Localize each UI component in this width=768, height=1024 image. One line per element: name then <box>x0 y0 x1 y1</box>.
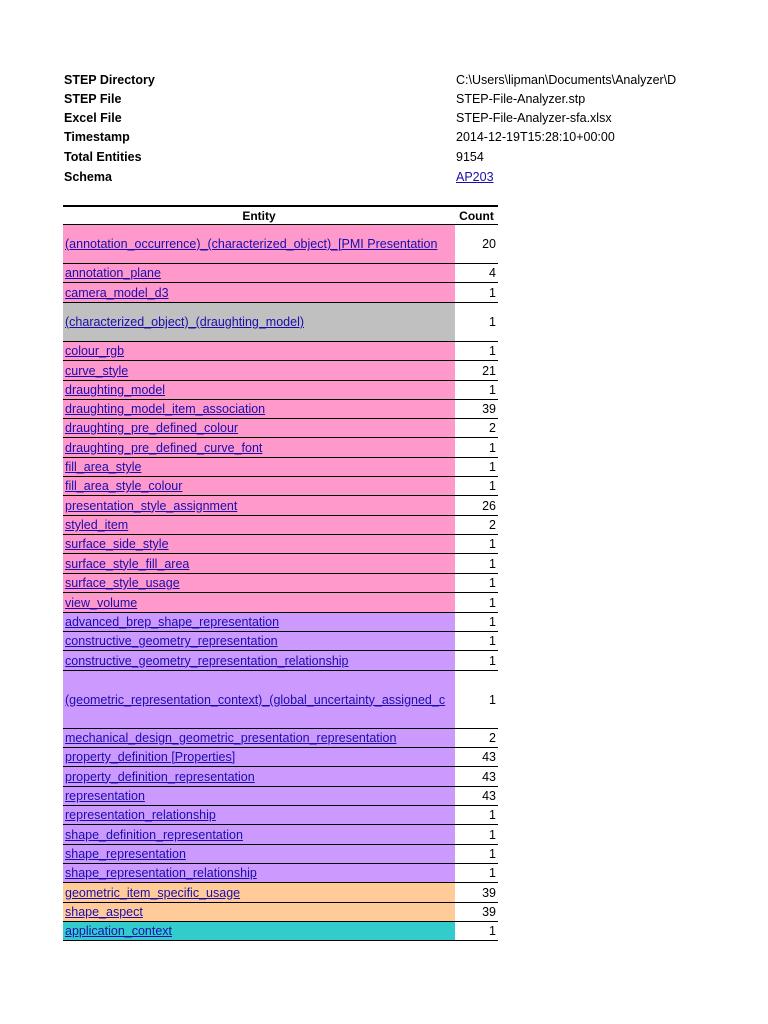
count-cell: 43 <box>455 767 498 786</box>
count-cell: 43 <box>455 787 498 805</box>
count-cell: 1 <box>455 651 498 670</box>
entity-cell <box>63 303 455 341</box>
entity-cell <box>63 651 455 670</box>
entity-cell <box>63 516 455 534</box>
info-row-step-directory <box>64 70 768 90</box>
count-cell: 1 <box>455 613 498 631</box>
table-row[interactable] <box>63 651 498 671</box>
entity-cell <box>63 845 455 863</box>
count-cell: 1 <box>455 632 498 650</box>
entity-link[interactable]: camera_model_d3 <box>65 285 169 300</box>
count-cell: 26 <box>455 496 498 515</box>
entity-cell <box>63 883 455 902</box>
entity-cell <box>63 225 455 263</box>
count-cell: 1 <box>455 825 498 844</box>
entity-link[interactable]: representation <box>65 789 145 803</box>
count-cell: 39 <box>455 903 498 921</box>
table-row[interactable] <box>63 574 498 593</box>
entity-cell <box>63 632 455 650</box>
entity-cell <box>63 806 455 824</box>
entity-link[interactable]: colour_rgb <box>65 344 125 358</box>
entity-link[interactable]: annotation_plane <box>65 266 161 280</box>
info-label: Total Entities <box>64 150 142 164</box>
entity-link[interactable]: surface_style_fill_area <box>65 556 190 571</box>
table-row[interactable] <box>63 787 498 806</box>
info-row-excel-file <box>64 108 768 128</box>
info-row-schema <box>64 167 768 187</box>
info-label: Timestamp <box>64 130 130 144</box>
table-row[interactable] <box>63 381 498 400</box>
entity-link[interactable]: shape_representation_relationship <box>65 866 257 880</box>
entity-link[interactable]: shape_aspect <box>65 905 143 919</box>
entity-link[interactable]: constructive_geometry_representation <box>65 634 278 648</box>
table-row[interactable] <box>63 225 498 264</box>
info-value: STEP-File-Analyzer.stp <box>456 92 586 106</box>
table-row[interactable] <box>63 748 498 767</box>
entity-link[interactable]: shape_definition_representation <box>65 827 243 842</box>
table-row[interactable] <box>63 671 498 729</box>
table-row[interactable] <box>63 458 498 477</box>
entity-link[interactable]: property_definition [Properties] <box>65 750 236 764</box>
table-row[interactable] <box>63 400 498 419</box>
table-row[interactable] <box>63 825 498 845</box>
entity-cell <box>63 477 455 495</box>
entity-cell <box>63 864 455 882</box>
entity-cell <box>63 535 455 553</box>
count-cell: 1 <box>455 438 498 457</box>
entity-link[interactable]: fill_area_style <box>65 460 142 474</box>
entity-cell <box>63 574 455 592</box>
count-cell: 1 <box>455 535 498 553</box>
table-row[interactable] <box>63 883 498 903</box>
count-cell: 1 <box>455 574 498 592</box>
count-cell: 4 <box>455 264 498 282</box>
entity-link[interactable]: (geometric_representation_context)_(global_uncertainty_assigned_c <box>65 692 446 707</box>
entity-link[interactable]: curve_style <box>65 363 129 378</box>
count-cell: 2 <box>455 516 498 534</box>
table-row[interactable] <box>63 438 498 458</box>
count-cell: 1 <box>455 477 498 495</box>
entity-cell <box>63 458 455 476</box>
entity-cell <box>63 264 455 282</box>
entity-link[interactable]: draughting_model_item_association <box>65 402 266 416</box>
schema-link[interactable]: AP203 <box>456 170 494 184</box>
entity-cell <box>63 787 455 805</box>
entity-cell <box>63 419 455 437</box>
table-row[interactable] <box>63 361 498 381</box>
count-cell: 1 <box>455 806 498 824</box>
entity-cell <box>63 438 455 457</box>
count-cell: 1 <box>455 342 498 360</box>
count-cell: 1 <box>455 381 498 399</box>
entity-link[interactable]: draughting_model <box>65 383 166 397</box>
info-value: C:\Users\lipman\Documents\Analyzer\D <box>456 73 677 87</box>
entity-link[interactable]: advanced_brep_shape_representation <box>65 615 280 629</box>
count-cell: 2 <box>455 729 498 747</box>
info-label: Schema <box>64 170 112 184</box>
count-cell: 1 <box>455 554 498 573</box>
table-row[interactable] <box>63 554 498 574</box>
info-row-total-entities <box>64 147 768 167</box>
entity-link[interactable]: (characterized_object)_(draughting_model) <box>65 315 305 329</box>
info-value: 9154 <box>456 150 484 164</box>
entity-column-header: Entity <box>242 209 276 223</box>
count-cell: 1 <box>455 922 498 940</box>
entity-cell <box>63 748 455 766</box>
table-row[interactable] <box>63 806 498 825</box>
entity-link[interactable]: surface_style_usage <box>65 576 180 590</box>
entity-link[interactable]: property_definition_representation <box>65 769 255 784</box>
entity-link[interactable]: draughting_pre_defined_curve_font <box>65 440 263 455</box>
info-label: STEP File <box>64 92 122 106</box>
entity-link[interactable]: view_volume <box>65 595 138 610</box>
entity-cell <box>63 613 455 631</box>
entity-cell <box>63 825 455 844</box>
count-cell: 1 <box>455 458 498 476</box>
count-cell: 43 <box>455 748 498 766</box>
table-row[interactable] <box>63 613 498 632</box>
entity-table-header <box>63 205 498 225</box>
table-row[interactable] <box>63 593 498 613</box>
entity-link[interactable]: presentation_style_assignment <box>65 498 238 513</box>
table-row[interactable] <box>63 516 498 535</box>
entity-link[interactable]: styled_item <box>65 518 129 532</box>
entity-link[interactable]: geometric_item_specific_usage <box>65 885 241 900</box>
count-cell: 20 <box>455 225 498 263</box>
info-label: Excel File <box>64 111 122 125</box>
table-row[interactable] <box>63 922 498 941</box>
count-cell: 2 <box>455 419 498 437</box>
entity-cell <box>63 922 455 940</box>
entity-cell <box>63 729 455 747</box>
count-cell: 21 <box>455 361 498 380</box>
entity-cell <box>63 381 455 399</box>
count-cell: 1 <box>455 671 498 728</box>
entity-cell <box>63 342 455 360</box>
table-row[interactable] <box>63 419 498 438</box>
count-cell: 1 <box>455 283 498 302</box>
entity-cell <box>63 361 455 380</box>
table-row[interactable] <box>63 283 498 303</box>
entity-link[interactable]: fill_area_style_colour <box>65 479 183 493</box>
info-value: STEP-File-Analyzer-sfa.xlsx <box>456 111 612 125</box>
entity-table-body <box>63 225 498 941</box>
count-cell: 1 <box>455 864 498 882</box>
entity-cell <box>63 767 455 786</box>
entity-link[interactable]: constructive_geometry_representation_relationship <box>65 653 349 668</box>
table-row[interactable] <box>63 845 498 864</box>
table-row[interactable] <box>63 729 498 748</box>
entity-link[interactable]: surface_side_style <box>65 537 169 551</box>
entity-link[interactable]: representation_relationship <box>65 808 216 822</box>
count-cell: 39 <box>455 400 498 418</box>
count-column-header: Count <box>459 209 494 223</box>
table-row[interactable] <box>63 303 498 342</box>
entity-cell <box>63 283 455 302</box>
count-cell: 1 <box>455 845 498 863</box>
count-cell: 1 <box>455 303 498 341</box>
entity-cell <box>63 671 455 728</box>
table-row[interactable] <box>63 477 498 496</box>
table-row[interactable] <box>63 632 498 651</box>
entity-link[interactable]: mechanical_design_geometric_presentation_representation <box>65 731 397 745</box>
table-row[interactable] <box>63 903 498 922</box>
entity-cell <box>63 554 455 573</box>
entity-cell <box>63 496 455 515</box>
table-row[interactable] <box>63 496 498 516</box>
table-row[interactable] <box>63 864 498 883</box>
table-row[interactable] <box>63 264 498 283</box>
entity-link[interactable]: shape_representation <box>65 847 186 861</box>
info-row-step-file <box>64 89 768 109</box>
count-cell: 1 <box>455 593 498 612</box>
table-row[interactable] <box>63 535 498 554</box>
info-value: 2014-12-19T15:28:10+00:00 <box>456 130 615 144</box>
entity-cell <box>63 903 455 921</box>
entity-link[interactable]: (annotation_occurrence)_(characterized_object)_[PMI Presentation <box>65 237 438 251</box>
info-row-timestamp <box>64 127 768 147</box>
entity-cell <box>63 593 455 612</box>
count-cell: 39 <box>455 883 498 902</box>
entity-link[interactable]: draughting_pre_defined_colour <box>65 421 239 435</box>
entity-cell <box>63 400 455 418</box>
info-label: STEP Directory <box>64 73 155 87</box>
table-row[interactable] <box>63 767 498 787</box>
table-row[interactable] <box>63 342 498 361</box>
entity-link[interactable]: application_context <box>65 924 173 938</box>
